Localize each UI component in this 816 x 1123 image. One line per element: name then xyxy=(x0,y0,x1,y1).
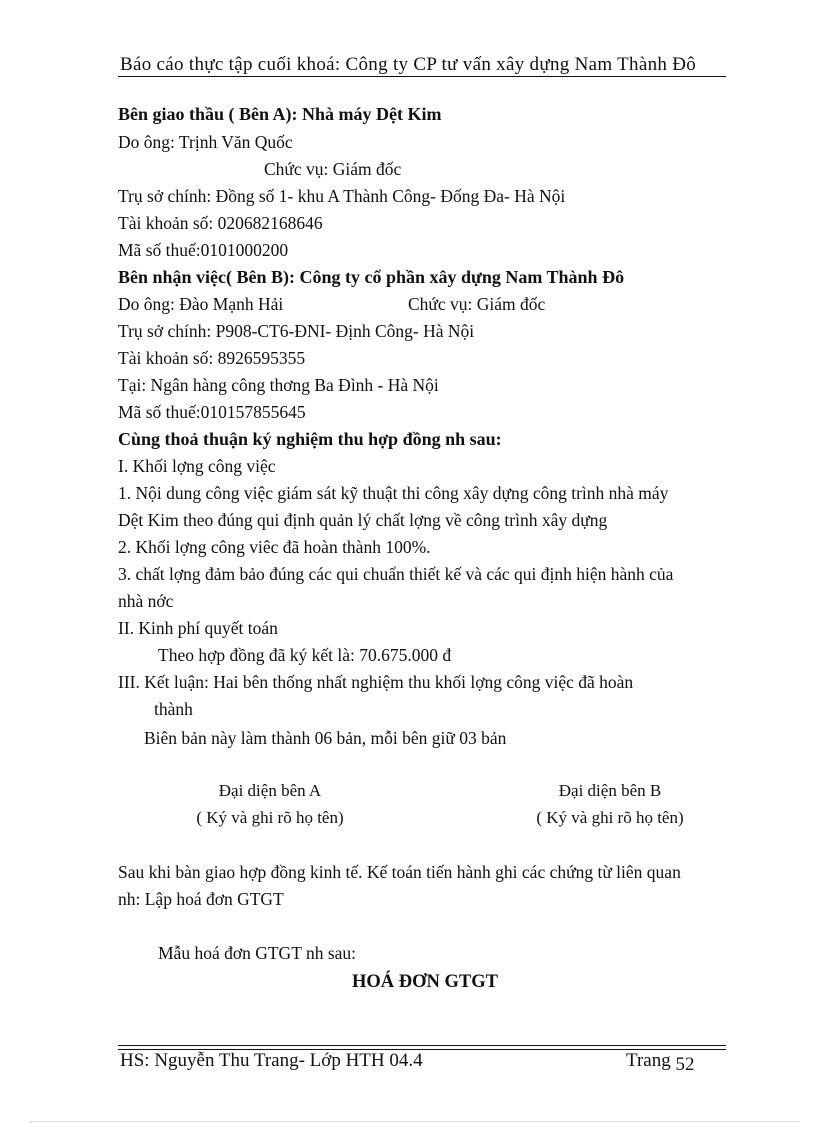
footer-rule-top xyxy=(118,1045,726,1046)
party-b-bank: Tại: Ngân hàng công thơng Ba Đình - Hà Nội xyxy=(118,375,439,395)
copies-note: Biên bản này làm thành 06 bản, mỗi bên giữ 03 bản xyxy=(144,728,507,748)
signature-b-note: ( Ký và ghi rõ họ tên) xyxy=(536,808,684,827)
item-3-line-2: nhà nớc xyxy=(118,591,174,611)
item-1-line-2: Dệt Kim theo đúng qui định quản lý chất lợng về công trình xây dựng xyxy=(118,510,608,530)
item-2: 2. Khối lợng công viêc đã hoàn thành 100%. xyxy=(118,537,431,557)
party-a-heading: Bên giao thầu ( Bên A): Nhà máy Dệt Kim xyxy=(118,104,442,124)
party-a-rep: Do ông: Trịnh Văn Quốc xyxy=(118,132,293,152)
party-a-tax: Mã số thuế:0101000200 xyxy=(118,240,289,260)
party-b-account: Tài khoản số: 8926595355 xyxy=(118,348,306,368)
party-a-position: Chức vụ: Giám đốc xyxy=(264,159,402,179)
party-b-position: Chức vụ: Giám đốc xyxy=(408,294,546,314)
agreement-heading: Cùng thoả thuận ký nghiệm thu hợp đồng nh sau: xyxy=(118,429,502,449)
page-number: 52 xyxy=(675,1054,695,1075)
signature-a-title: Đại diện bên A xyxy=(218,781,322,800)
item-3-line-1: 3. chất lợng đảm bảo đúng các qui chuẩn thiết kế và các qui định hiện hành của xyxy=(118,564,674,584)
section-2-title: II. Kinh phí quyết toán xyxy=(118,618,278,638)
contract-cost: Theo hợp đồng đã ký kết là: 70.675.000 đ xyxy=(158,645,452,665)
party-a-office: Trụ sở chính: Đồng số 1- khu A Thành Công- Đống Đa- Hà Nội xyxy=(118,186,566,206)
item-1-line-1: 1. Nội dung công việc giám sát kỹ thuật thi công xây dựng công trình nhà máy xyxy=(118,483,669,503)
invoice-title: HOÁ ĐƠN GTGT xyxy=(352,972,498,992)
signature-b-title: Đại diện bên B xyxy=(558,781,662,800)
party-b-heading: Bên nhận việc( Bên B): Công ty cổ phần xây dựng Nam Thành Đô xyxy=(118,267,625,287)
party-a-account: Tài khoản số: 020682168646 xyxy=(118,213,323,233)
party-b-office: Trụ sở chính: P908-CT6-ĐNI- Định Công- Hà Nội xyxy=(118,321,475,341)
signature-a-note: ( Ký và ghi rõ họ tên) xyxy=(196,808,344,827)
header-rule xyxy=(118,76,726,77)
invoice-intro: Mẫu hoá đơn GTGT nh sau: xyxy=(158,943,357,963)
page-header: Báo cáo thực tập cuối khoá: Công ty CP tư vấn xây dựng Nam Thành Đô xyxy=(120,54,697,75)
section-3-line-2: thành xyxy=(154,699,193,719)
party-b-rep: Do ông: Đào Mạnh Hải xyxy=(118,294,284,314)
after-paragraph-line-2: nh: Lập hoá đơn GTGT xyxy=(118,889,284,909)
section-3-line-1: III. Kết luận: Hai bên thống nhất nghiệm thu khối lợng công việc đã hoàn xyxy=(118,672,634,692)
section-1-title: I. Khối lợng công việc xyxy=(118,456,276,476)
footer-page xyxy=(626,1050,695,1075)
after-paragraph-line-1: Sau khi bàn giao hợp đồng kinh tế. Kế toán tiến hành ghi các chứng từ liên quan xyxy=(118,862,681,882)
party-b-tax: Mã số thuế:010157855645 xyxy=(118,402,306,422)
page-edge xyxy=(30,1121,800,1122)
page-label: Trang xyxy=(626,1050,671,1071)
footer-student: HS: Nguyễn Thu Trang- Lớp HTH 04.4 xyxy=(120,1050,423,1071)
